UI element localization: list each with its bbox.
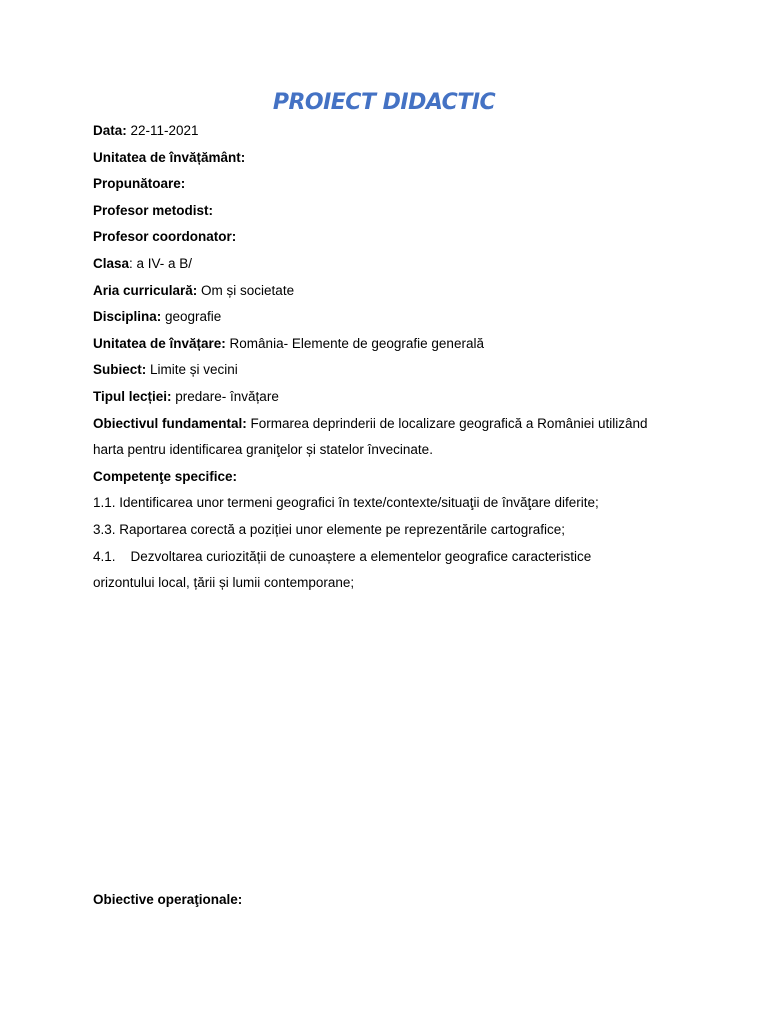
field-aria-value: Om și societate [197,282,295,298]
field-subiect [93,357,693,384]
document-body [93,118,693,597]
field-subiect-label: Subiect: [93,362,147,378]
field-aria [93,278,693,305]
field-obiectiv-value: Formarea deprinderii de localizare geografică a României utilizând [246,415,648,431]
document-title: PROIECT DIDACTIC [272,90,496,115]
field-disciplina-label: Disciplina: [93,309,162,325]
field-metodist [93,198,693,225]
field-unitatea-invatare-label: Unitatea de învățare: [93,335,226,351]
field-unitatea-label: Unitatea de învățământ: [93,149,246,165]
field-obiectiv-continuation: harta pentru identificarea graniţelor și statelor învecinate. [93,442,433,458]
competenta-item: 3.3. Raportarea corectă a poziției unor elemente pe reprezentările cartografice; [93,521,566,537]
field-aria-label: Aria curriculară: [93,282,198,298]
field-coordonator-label: Profesor coordonator: [93,229,237,245]
field-tipul-label: Tipul lecției: [93,388,172,404]
field-data [93,118,693,145]
field-propunatoare-label: Propunătoare: [93,176,186,192]
competente-heading [93,464,693,491]
obiective-operationale-heading: Obiective operaţionale: [93,892,243,907]
field-unitatea [93,145,693,172]
field-subiect-value: Limite și vecini [146,362,238,378]
field-data-value: 22-11-2021 [126,123,199,138]
field-metodist-label: Profesor metodist: [93,202,214,218]
field-propunatoare [93,171,693,198]
competenta-item: 4.1. Dezvoltarea curiozității de cunoaștere a elementelor geografice caracteristice [93,548,592,564]
field-clasa-value: : a IV- a B/ [129,255,193,271]
field-tipul [93,384,693,411]
field-clasa-label: Clasa [93,255,130,271]
competenta-item-continuation: orizontului local, țării și lumii contemporane; [93,575,355,591]
field-clasa [93,251,693,278]
competenta-item: 1.1. Identificarea unor termeni geografici în texte/contexte/situaţii de învăţare diferite; [93,495,599,511]
field-obiectiv [93,411,693,438]
field-tipul-value: predare- învățare [171,388,279,404]
field-disciplina [93,304,693,331]
competente-heading-label: Competenţe specifice: [93,468,238,484]
field-disciplina-value: geografie [161,309,222,325]
field-unitatea-invatare [93,331,693,358]
field-unitatea-invatare-value: România- Elemente de geografie generală [225,335,484,351]
field-data-label: Data: [93,123,127,138]
field-obiectiv-label: Obiectivul fundamental: [93,415,247,431]
field-coordonator [93,224,693,251]
